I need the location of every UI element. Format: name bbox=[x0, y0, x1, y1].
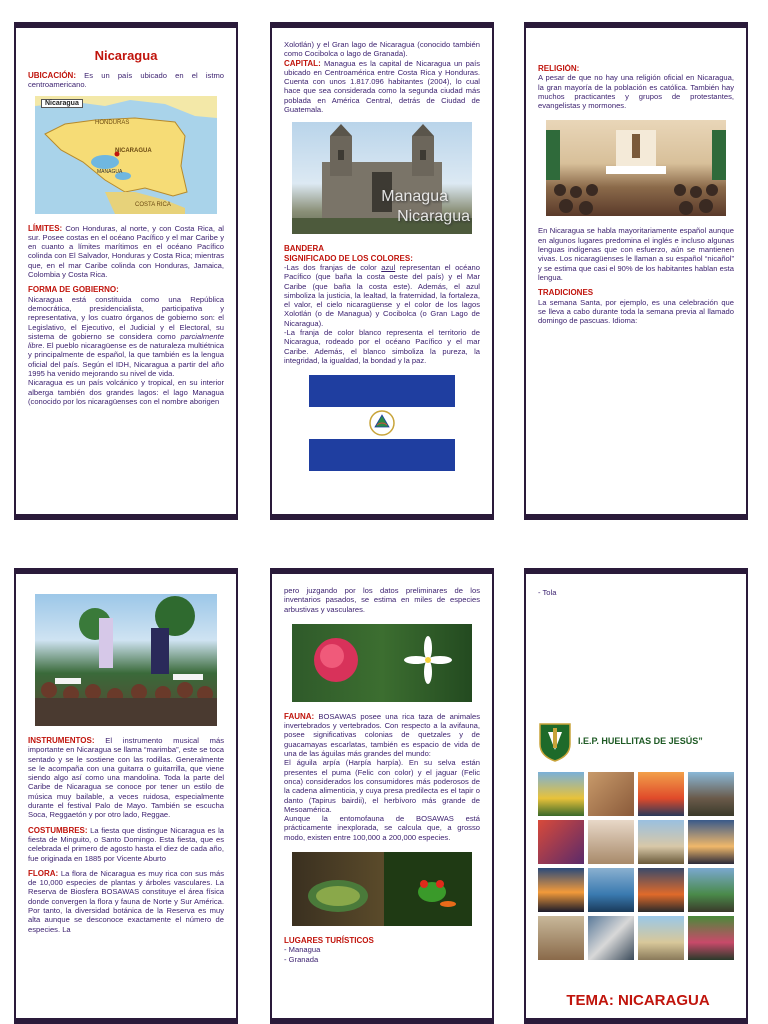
costumbres-text: La fiesta que distingue Nicaragua es la fiesta de Minguito, o Santo Domingo. Esta fiesta, que es celebrada el primero de agosto hasta el diez de cada año, fue originada en 1885 por Vicente Aburto bbox=[28, 825, 224, 863]
corner-ornament bbox=[270, 22, 288, 40]
collage-tile bbox=[688, 868, 734, 912]
flag-stripe-middle bbox=[309, 407, 455, 439]
collage-tile bbox=[688, 820, 734, 864]
gobierno-heading: FORMA DE GOBIERNO: bbox=[28, 285, 119, 295]
flag-emblem-icon bbox=[369, 410, 395, 436]
azul-text-b: representan el océano Pacífico (que baña la costa oeste del país) y el Mar Caribe (que baña la costa este). Además, el azul simboliza la justicia, la lealtad, la fraternidad, la fortaleza, el valor, el cielo nicaragüense y el color de los lagos Xolotlán (o de Managua) y Cocibolca (o Gran Lago de Nicaragua). bbox=[284, 262, 480, 328]
collage-tile bbox=[638, 820, 684, 864]
panel-capital bbox=[270, 22, 494, 520]
collage-tile bbox=[638, 772, 684, 816]
corner-ornament bbox=[14, 568, 32, 586]
cathedral-photo bbox=[292, 122, 472, 234]
collage-tile bbox=[538, 772, 584, 816]
instrumentos-heading: INSTRUMENTOS: bbox=[28, 736, 95, 745]
azul-paragraph bbox=[284, 263, 480, 328]
azul-text-a: -Las dos franjas de color bbox=[284, 262, 382, 272]
limites-text: Con Honduras, al norte, y con Costa Rica, al sur. Posee costas en el océano Pacífico y el mar Caribe y en cuanto a límites marítimos en el océano Pacífico colinda con El Salvador, Honduras y Costa Rica; mientras que, en el mar Caribe colinda con Honduras, Jamaica, Colombia y Costa Rica. bbox=[28, 223, 224, 280]
corner-ornament bbox=[524, 22, 542, 40]
cathedral-caption-1: Managua bbox=[381, 188, 448, 206]
animals-graphic bbox=[292, 852, 472, 926]
collage-tile bbox=[638, 868, 684, 912]
bandera-heading-line bbox=[284, 244, 480, 253]
azul-word: azul bbox=[381, 262, 396, 272]
flowers-photo bbox=[292, 624, 472, 702]
lagos-continuation: Xolotlán) y el Gran lago de Nicaragua (conocido también como Cocibolca o lago de Granada). bbox=[284, 40, 480, 59]
collage-tile bbox=[588, 916, 634, 960]
flag-stripe-top bbox=[309, 375, 455, 407]
corner-ornament bbox=[476, 22, 494, 40]
religion-paragraph: A pesar de que no hay una religión oficial en Nicaragua, la gran mayoría de la población es católica. También hay muchos practicantes y grupos de protestantes, evangelistas y mormones. bbox=[538, 73, 734, 111]
panel-religion bbox=[524, 22, 748, 520]
ubicacion-paragraph bbox=[28, 71, 224, 90]
panel-cover bbox=[524, 568, 748, 1024]
gobierno-italic: parcialmente libre bbox=[28, 331, 224, 351]
school-header bbox=[538, 722, 734, 764]
collage-tile bbox=[688, 916, 734, 960]
panel-ubicacion bbox=[14, 22, 238, 520]
festival-graphic bbox=[35, 594, 217, 726]
flag-stripe-bottom bbox=[309, 439, 455, 471]
corner-ornament bbox=[476, 568, 494, 586]
map-tag: Nicaragua bbox=[41, 99, 83, 108]
costumbres-heading: COSTUMBRES: bbox=[28, 825, 88, 835]
cathedral-caption-2: Nicaragua bbox=[397, 208, 470, 226]
gobierno-text-b: . El pueblo nicaragüense es de naturaleza multiétnica y principalmente de español, la que también es la lengua oficial del país. Según el IDH, Nicaragua a partir del año 1995 ha venido mejorando su nivel de vida. bbox=[28, 341, 224, 379]
significado-heading-line bbox=[284, 254, 480, 263]
church-graphic bbox=[546, 120, 726, 216]
corner-ornament bbox=[524, 568, 542, 586]
collage-tile bbox=[588, 820, 634, 864]
collage-tile bbox=[588, 868, 634, 912]
ubicacion-heading: UBICACIÓN: bbox=[28, 71, 76, 80]
corner-ornament bbox=[220, 568, 238, 586]
tradiciones-heading: TRADICIONES bbox=[538, 288, 594, 298]
nicaragua-flag bbox=[309, 375, 455, 471]
collage-tile bbox=[538, 820, 584, 864]
capital-heading: CAPITAL: bbox=[284, 58, 321, 68]
significado-heading: SIGNIFICADO DE LOS COLORES: bbox=[284, 253, 413, 263]
bandera-heading: BANDERA bbox=[284, 244, 324, 254]
church-mass-photo bbox=[546, 120, 726, 216]
lugar-item: - Granada bbox=[284, 954, 319, 964]
page-title: Nicaragua bbox=[94, 48, 158, 63]
blanco-paragraph: -La franja de color blanco representa el territorio de Nicaragua, rodeado por el océano Pacífico y el mar Caribe. Además, el blanco simboliza la pureza, la integridad, la igualdad, la bondad y la paz. bbox=[284, 328, 480, 365]
limites-paragraph bbox=[28, 224, 224, 280]
lugares-heading-line bbox=[284, 936, 480, 945]
festival-photo bbox=[35, 594, 217, 726]
map-label-nicaragua: NICARAGUA bbox=[115, 147, 152, 154]
fauna-heading: FAUNA: bbox=[284, 711, 315, 721]
religion-heading-line bbox=[538, 64, 734, 73]
religion-heading: RELIGIÓN: bbox=[538, 64, 580, 73]
lugar-item: - Managua bbox=[284, 945, 321, 955]
capital-text: Managua es la capital de Nicaragua un país ubicado en Centroamérica entre Costa Rica y Honduras. Cuenta con unos 1.817.096 habitantes (2004), lo cual hace que sea considerada como la segunda ciudad más poblada en América Central, detrás de Ciudad de Guatemala. bbox=[284, 58, 480, 115]
corner-ornament bbox=[730, 568, 748, 586]
flora-paragraph bbox=[28, 869, 224, 934]
collage-tile bbox=[688, 772, 734, 816]
lugares-heading: LUGARES TURÍSTICOS bbox=[284, 936, 374, 946]
gobierno-heading-line bbox=[28, 285, 224, 294]
costumbres-paragraph bbox=[28, 826, 224, 863]
collage-tile bbox=[538, 916, 584, 960]
lugar-item-tola: - Tola bbox=[538, 588, 557, 597]
flora-continuation: pero juzgando por los datos preliminares de los inventarios pasados, se estima en miles de especies arbustivas y vasculares. bbox=[284, 586, 480, 614]
school-name: I.E.P. HUELLITAS DE JESÚS” bbox=[578, 736, 703, 746]
limites-heading: LÍMITES: bbox=[28, 223, 63, 233]
idioma-paragraph: En Nicaragua se habla mayoritariamente español aunque en algunos lugares predomina el inglés e incluso algunas lenguas indígenas que con esfuerzo, aún se mantienen vivas. Los nicaragüenses le llaman a su español “nicañol” y se estima que casi el 90% de los habitantes hablan esta lengua. bbox=[538, 226, 734, 282]
gobierno-text-a: Nicaragua está constituida como una República democrática, presidencialista, participativa y representativa, y los cuatro órganos de gobierno son: el Legislativo, el Ejecutivo, el Judicial y el Electoral, su sistema de gobierno se considera como bbox=[28, 294, 224, 341]
fauna-paragraph-3: Aunque la entomofauna de BOSAWAS está prácticamente inexplorada, se calcula que, a grosso modo, existen entre 100,000 a 200,000 especies. bbox=[284, 814, 480, 842]
panel-instrumentos bbox=[14, 568, 238, 1024]
volcanico-paragraph: Nicaragua es un país volcánico y tropical, en su interior alberga también dos grandes lagos: el lago Managua (conocido por los nicaragüenses con el nombre aborigen bbox=[28, 378, 224, 406]
ubicacion-text: Es un país ubicado en el istmo centroamericano. bbox=[28, 71, 224, 90]
photo-collage bbox=[538, 772, 734, 964]
instrumentos-text: El instrumento musical más importante en Nicaragua se llama “marimba”, este se toca sentado y se le sostiene con las rodillas. Generalmente se le acompaña con una guitarra o guitarrilla, que viene siendo algo así como una mandolina. Toda la parte del Caribe de Nicaragua se conoce por tener un estilo de música muy bailable, a veces ruidosa, especialmente durante el festival Palo de Mayo. También se escucha Soca, Reggaetón y por otro lado, Reggae. bbox=[28, 736, 224, 820]
animals-photo bbox=[292, 852, 472, 926]
tema-title: TEMA: NICARAGUA bbox=[566, 992, 710, 1009]
capital-paragraph bbox=[284, 59, 480, 115]
collage-tile bbox=[588, 772, 634, 816]
tradiciones-paragraph: La semana Santa, por ejemplo, es una celebración que se lleva a cabo durante toda la semana previa al llamado domingo de pascuas. Idioma: bbox=[538, 297, 734, 326]
map-label-managua: MANAGUA bbox=[97, 168, 123, 175]
gobierno-paragraph bbox=[28, 295, 224, 379]
collage-tile bbox=[538, 868, 584, 912]
flora-text: La flora de Nicaragua es muy rica con sus más de 10,000 especies de plantas y árboles vasculares. La Reserva de Biosfera BOSAWAS constituye el área física donde convergen la flora y fauna de Norte y Sur América. Por tanto, la diversidad botánica de la Reserva es muy alta aunque se desconoce exactamente el número de especies. La bbox=[28, 868, 224, 934]
school-crest-icon bbox=[538, 722, 572, 762]
corner-ornament bbox=[270, 568, 288, 586]
tradiciones-heading-line bbox=[538, 288, 734, 297]
flora-heading: FLORA: bbox=[28, 868, 59, 878]
fauna-paragraph-2: El águila arpía (Harpía harpía). En su selva están presentes el puma (Felic con color) y el jaguar (Felic onca) considerados los consumidores más poderosos de la cadena alimenticia, y cuya presa predilecta es el tapir o danto (Tapirus bairdii), el herbívoro más grande de Mesoamérica. bbox=[284, 758, 480, 814]
collage-tile bbox=[638, 916, 684, 960]
flowers-graphic bbox=[292, 624, 472, 702]
fauna-text: BOSAWAS posee una rica taza de animales invertebrados y vertebrados. Con respecto a la avifauna, posee significativas colonias de quetzales y de guacamayas escarlatas, también es espacio de vida de una de las águilas más grandes del mundo: bbox=[284, 711, 480, 759]
map-label-honduras: HONDURAS bbox=[95, 119, 130, 126]
nicaragua-map bbox=[35, 96, 217, 214]
fauna-paragraph bbox=[284, 712, 480, 758]
panel-fauna bbox=[270, 568, 494, 1024]
map-label-costa-rica: COSTA RICA bbox=[135, 201, 171, 208]
map-graphic bbox=[35, 96, 217, 214]
corner-ornament bbox=[730, 22, 748, 40]
instrumentos-paragraph bbox=[28, 736, 224, 820]
